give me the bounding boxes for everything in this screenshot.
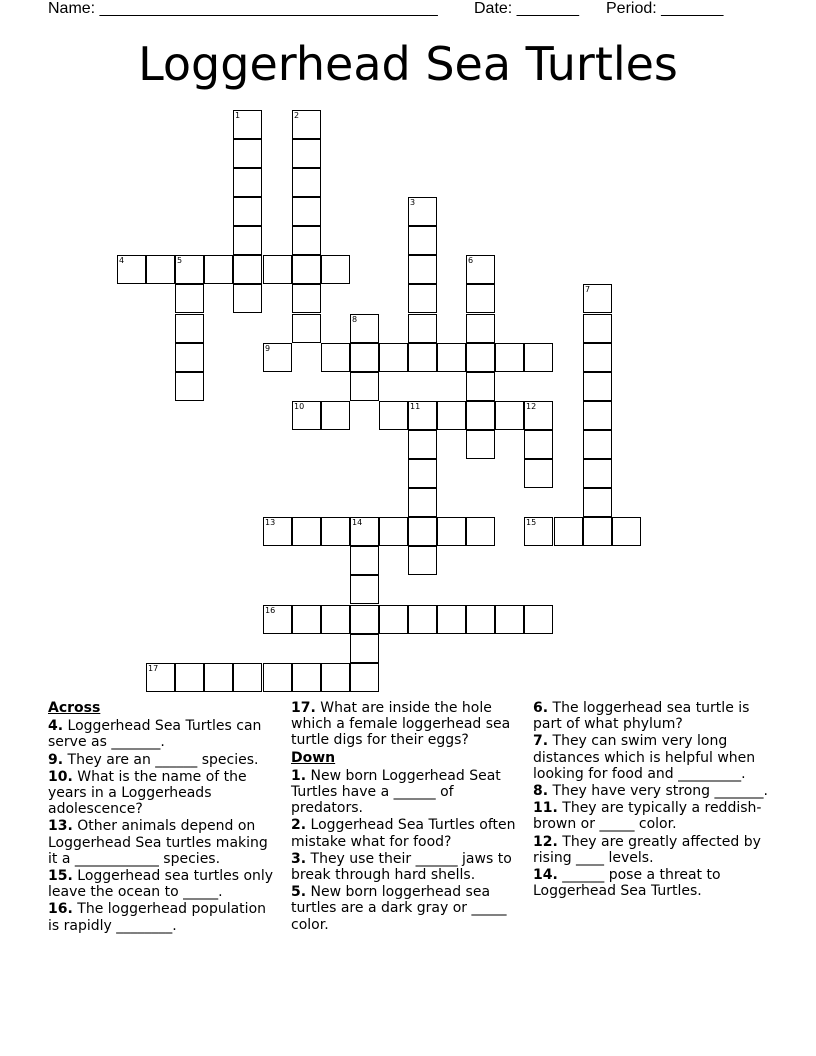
clue-number: 10 [294,402,305,411]
crossword-cell[interactable] [292,110,321,139]
crossword-cell[interactable] [350,605,379,634]
crossword-cell[interactable] [350,314,379,343]
clue-item [291,768,523,817]
clue-column-2 [291,700,523,934]
crossword-cell[interactable] [379,517,408,546]
crossword-cell[interactable] [495,401,524,430]
across-clue-list-continued [291,700,523,749]
clue-number: 5 [177,256,183,265]
clue-text: They are greatly affected by rising ____ levels. [533,833,761,866]
crossword-cell[interactable] [466,255,495,284]
crossword-cell[interactable] [495,343,524,372]
crossword-cell[interactable] [495,605,524,634]
crossword-cell[interactable] [466,343,495,372]
crossword-cell[interactable] [408,255,437,284]
clue-number-label: 16. [48,901,73,918]
clue-item [48,901,280,933]
crossword-cell[interactable] [175,372,204,401]
crossword-cell[interactable] [233,110,262,139]
crossword-cell[interactable] [408,488,437,517]
clue-text: Loggerhead Sea Turtles often mistake what for food? [291,817,516,850]
clue-text: Loggerhead sea turtles only leave the ocean to _____. [48,868,274,901]
crossword-cell[interactable] [263,517,292,546]
period-field-label[interactable]: Period: _______ [606,0,724,17]
clue-item [291,884,523,933]
clue-number-label: 13. [48,818,73,835]
crossword-cell[interactable] [583,314,612,343]
crossword-cell[interactable] [466,517,495,546]
clue-number: 11 [410,402,421,411]
crossword-cell[interactable] [524,430,553,459]
crossword-cell[interactable] [612,517,641,546]
crossword-cell[interactable] [321,343,350,372]
clue-item [533,867,773,899]
clue-number: 4 [119,256,125,265]
clue-item [48,868,280,900]
clue-text: What are inside the hole which a female loggerhead sea turtle digs for their eggs? [291,700,511,749]
clue-number-label: 1. [291,767,307,784]
clue-item [291,700,523,749]
crossword-cell[interactable] [524,605,553,634]
clue-text: The loggerhead population is rapidly ________. [48,901,267,934]
crossword-cell[interactable] [583,430,612,459]
crossword-cell[interactable] [437,517,466,546]
clue-column-3 [533,700,773,900]
crossword-cell[interactable] [292,605,321,634]
clue-number: 17 [148,664,159,673]
clue-number-label: 12. [533,833,558,850]
clue-item [291,817,523,849]
clue-number-label: 8. [533,783,549,800]
crossword-cell[interactable] [233,255,262,284]
crossword-cell[interactable] [292,314,321,343]
clue-number: 2 [294,111,300,120]
crossword-cell[interactable] [350,372,379,401]
crossword-cell[interactable] [524,459,553,488]
clue-number: 7 [585,285,591,294]
clue-number: 15 [526,518,537,527]
crossword-cell[interactable] [350,343,379,372]
crossword-cell[interactable] [466,284,495,313]
crossword-cell[interactable] [408,517,437,546]
crossword-cell[interactable] [263,605,292,634]
crossword-cell[interactable] [146,255,175,284]
down-clue-list-continued [533,700,773,899]
crossword-cell[interactable] [146,663,175,692]
clue-text: New born loggerhead sea turtles are a dark gray or _____ color. [291,884,507,933]
crossword-cell[interactable] [233,168,262,197]
crossword-cell[interactable] [321,517,350,546]
clue-text: The loggerhead sea turtle is part of what phylum? [533,700,750,733]
clue-number: 6 [468,256,474,265]
clue-text: New born Loggerhead Seat Turtles have a ______ of predators. [291,767,501,817]
clue-text: They are typically a reddish- brown or _____ color. [533,800,762,833]
crossword-cell[interactable] [175,343,204,372]
down-clue-list [291,768,523,933]
clue-number: 16 [265,606,276,615]
crossword-cell[interactable] [408,459,437,488]
clue-number: 3 [410,198,416,207]
crossword-cell[interactable] [408,546,437,575]
crossword-cell[interactable] [583,517,612,546]
clue-number: 12 [526,402,537,411]
clue-item [533,834,773,866]
crossword-cell[interactable] [466,314,495,343]
crossword-cell[interactable] [350,575,379,604]
crossword-cell[interactable] [379,605,408,634]
crossword-cell[interactable] [292,663,321,692]
crossword-cell[interactable] [204,255,233,284]
crossword-cell[interactable] [466,605,495,634]
clue-number-label: 2. [291,817,307,834]
name-field-label[interactable]: Name: ______________________________________ [48,0,438,17]
clue-text: They can swim very long distances which is helpful when looking for food and _________. [533,733,756,782]
clue-item [48,818,280,867]
crossword-cell[interactable] [321,401,350,430]
clue-number: 9 [265,344,271,353]
crossword-cell[interactable] [175,314,204,343]
crossword-cell[interactable] [524,401,553,430]
clue-number-label: 10. [48,768,73,785]
clue-item [48,718,280,750]
clue-number-label: 7. [533,733,549,750]
clue-number-label: 5. [291,884,307,901]
crossword-cell[interactable] [263,343,292,372]
clue-text: They use their ______ jaws to break through hard shells. [291,850,512,884]
crossword-cell[interactable] [408,226,437,255]
clue-number-label: 6. [533,700,549,716]
crossword-cell[interactable] [408,197,437,226]
crossword-cell[interactable] [292,401,321,430]
clue-number-label: 17. [291,700,316,716]
crossword-cell[interactable] [233,284,262,313]
crossword-cell[interactable] [117,255,146,284]
crossword-cell[interactable] [437,343,466,372]
crossword-cell[interactable] [350,517,379,546]
date-field-label[interactable]: Date: _______ [474,0,579,17]
clue-text: They have very strong _______. [548,783,768,800]
crossword-cell[interactable] [466,401,495,430]
clue-item [533,783,773,799]
clue-item [533,733,773,782]
clue-text: Other animals depend on Loggerhead Sea turtles making it a ____________ species. [48,818,268,867]
clue-item [48,752,280,768]
clue-number: 13 [265,518,276,527]
crossword-cell[interactable] [292,139,321,168]
clue-item [291,851,523,883]
crossword-cell[interactable] [233,197,262,226]
page-title: Loggerhead Sea Turtles [138,37,678,91]
crossword-cell[interactable] [437,401,466,430]
clue-number-label: 4. [48,718,64,735]
crossword-cell[interactable] [524,343,553,372]
crossword-cell[interactable] [379,401,408,430]
crossword-cell[interactable] [321,663,350,692]
crossword-cell[interactable] [466,430,495,459]
crossword-cell[interactable] [292,284,321,313]
clue-number: 1 [235,111,241,120]
across-heading: Across [48,700,101,716]
crossword-cell[interactable] [408,401,437,430]
crossword-cell[interactable] [233,226,262,255]
across-clue-list [48,718,280,934]
crossword-cell[interactable] [408,430,437,459]
crossword-cell[interactable] [583,284,612,313]
crossword-cell[interactable] [263,663,292,692]
crossword-cell[interactable] [292,168,321,197]
clue-text: Loggerhead Sea Turtles can serve as _______. [48,718,262,751]
clue-text: ______ pose a threat to Loggerhead Sea Turtles. [533,867,721,900]
crossword-cell[interactable] [466,372,495,401]
crossword-cell[interactable] [321,255,350,284]
clue-text: They are an ______ species. [63,751,259,768]
crossword-cell[interactable] [408,343,437,372]
clue-number-label: 9. [48,751,64,768]
crossword-cell[interactable] [583,488,612,517]
crossword-cell[interactable] [408,284,437,313]
crossword-cell[interactable] [175,663,204,692]
clue-number-label: 3. [291,850,307,867]
crossword-cell[interactable] [408,605,437,634]
crossword-cell[interactable] [583,401,612,430]
clue-number-label: 14. [533,867,558,884]
crossword-cell[interactable] [233,139,262,168]
crossword-cell[interactable] [554,517,583,546]
crossword-cell[interactable] [350,663,379,692]
clue-number-label: 15. [48,868,73,885]
crossword-cell[interactable] [524,517,553,546]
crossword-cell[interactable] [408,314,437,343]
crossword-cell[interactable] [321,605,350,634]
clue-item [533,700,773,732]
crossword-cell[interactable] [350,634,379,663]
clue-number-label: 11. [533,800,558,817]
crossword-cell[interactable] [350,546,379,575]
crossword-cell[interactable] [437,605,466,634]
crossword-cell[interactable] [583,459,612,488]
crossword-cell[interactable] [175,255,204,284]
crossword-cell[interactable] [175,284,204,313]
clue-number: 14 [352,518,363,527]
crossword-cell[interactable] [583,372,612,401]
clue-item [48,769,280,818]
down-heading: Down [291,749,336,766]
crossword-cell[interactable] [233,663,262,692]
crossword-cell[interactable] [204,663,233,692]
clue-text: What is the name of the years in a Loggerheads adolescence? [48,768,247,818]
crossword-cell[interactable] [292,197,321,226]
crossword-cell[interactable] [379,343,408,372]
clue-number: 8 [352,315,358,324]
crossword-cell[interactable] [292,517,321,546]
crossword-cell[interactable] [292,255,321,284]
crossword-cell[interactable] [292,226,321,255]
crossword-cell[interactable] [583,343,612,372]
clue-item [533,800,773,832]
crossword-cell[interactable] [263,255,292,284]
clue-column-1 [48,700,280,935]
